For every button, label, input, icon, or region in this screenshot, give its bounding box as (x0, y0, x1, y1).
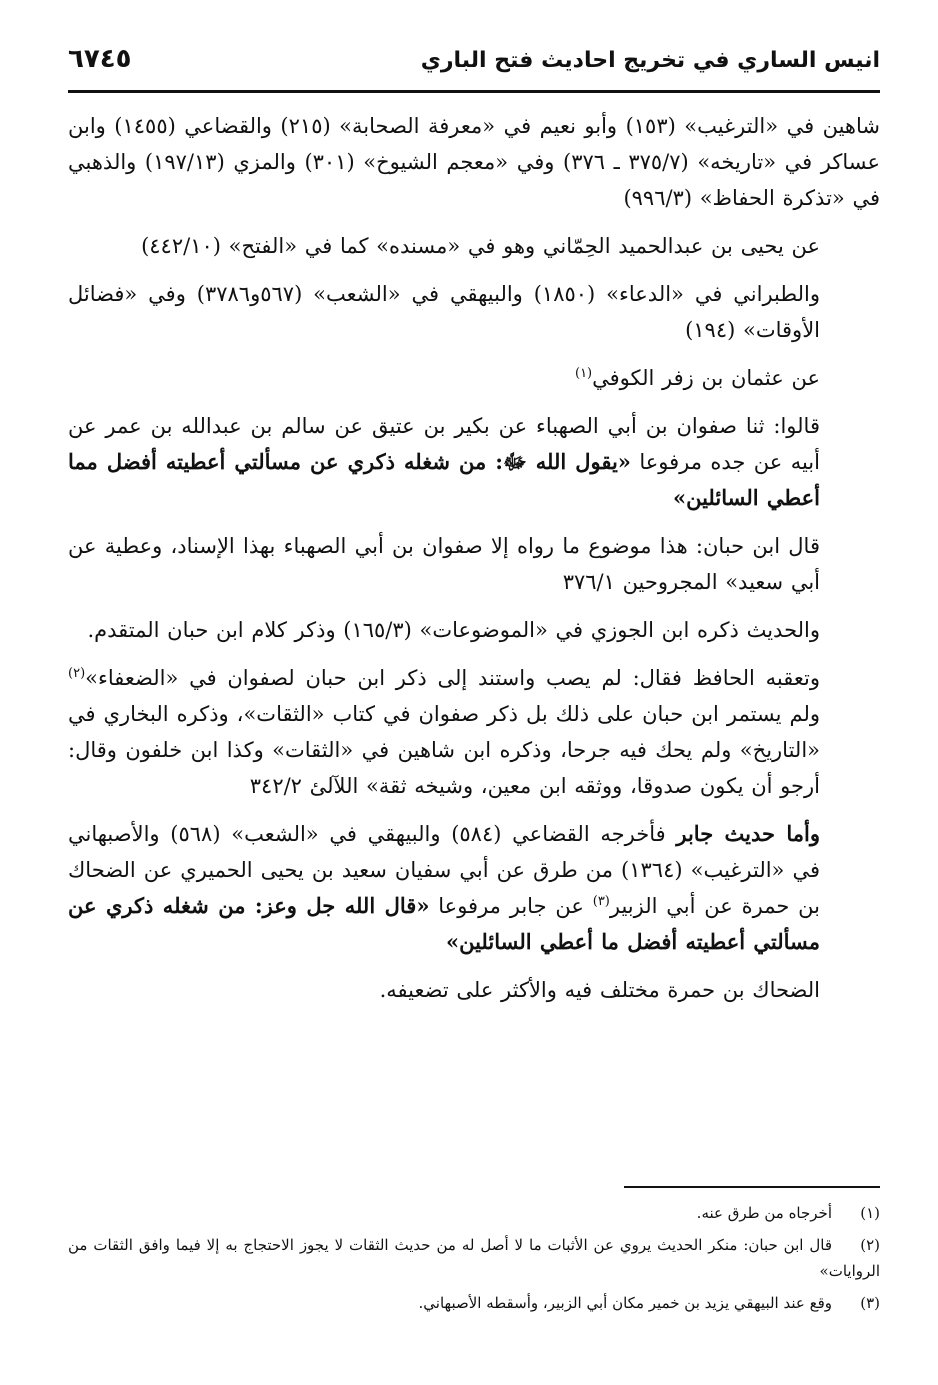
running-title: انيس الساري في تخريج احاديث فتح الباري (420, 48, 880, 73)
footnote-1: (١)أخرجاه من طرق عنه. (68, 1200, 880, 1226)
footnote-ref-2: (٢) (68, 666, 86, 681)
paragraph-4: عن عثمان بن زفر الكوفي$^{(١)}$ (574, 366, 820, 390)
footnote-ref-1: (١) (574, 366, 593, 381)
paragraph-9: وأما حديث جابر فأخرجه القضاعي (٥٨٤) والبيهقي في «الشعب» (٥٦٨) والأصبهاني في «الترغيب» (١٣٦٤) من طرق عن أبي سفيان سعيد بن يحيى الحميري عن الضحاك بن حمرة عن أبي الزبير$^{(٣)}$ عن جابر مرفوعا «قال الله جل وعز: من شغله ذكري عن مسألتي أعطيته أفضل ما أعطي السائلين» (68, 821, 821, 954)
footnote-number: (٣) (860, 1294, 880, 1312)
footnote-divider (624, 1186, 880, 1188)
paragraph-8: وتعقبه الحافظ فقال: لم يصب واستند إلى ذكر ابن حبان لصفوان في «الضعفاء»$^{(٢)}$ ولم يستمر ابن حبان على ذلك بل ذكر صفوان في كتاب «الثقات»، وذكره البخاري في «التاريخ» ولم يحك فيه جرحا، وذكره ابن شاهين في «الثقات» وكذا ابن خلفون وقال: أرجو أن يكون صدوقا، ووثقه ابن معين، وشيخه ثقة» اللآلئ ٣٤٢/٢ (68, 666, 821, 798)
paragraph-7: والحديث ذكره ابن الجوزي في «الموضوعات» (١٦٥/٣) وذكر كلام ابن حبان المتقدم. (87, 618, 820, 642)
paragraph-1: شاهين في «الترغيب» (١٥٣) وأبو نعيم في «معرفة الصحابة» (٢١٥) والقضاعي (١٤٥٥) وابن عساكر في «تاريخه» (٣٧٥/٧ ـ ٣٧٦) وفي «معجم الشيوخ» (٣٠١) والمزي (١٩٧/١٣) والذهبي في «تذكرة الحفاظ» (٩٩٦/٣) (68, 114, 880, 210)
paragraph-5: قالوا: ثنا صفوان بن أبي الصهباء عن بكير بن عتيق عن سالم بن عبدالله بن عمر عن أبيه عن جده مرفوعا «يقول الله ﷻ: من شغله ذكري عن مسألتي أعطيته أفضل مما أعطي السائلين» (68, 414, 820, 510)
footnote-ref-3: (٣) (592, 894, 610, 909)
footnotes (68, 1200, 880, 1322)
hadith-text: «يقول الله ﷻ: من شغله ذكري عن مسألتي أعطيته أفضل مما أعطي السائلين» (68, 449, 820, 510)
paragraph-6: قال ابن حبان: هذا موضوع ما رواه إلا صفوان بن أبي الصهباء بهذا الإسناد، وعطية عن أبي سعيد» المجروحين ٣٧٦/١ (68, 534, 820, 594)
page-number: ٦٧٤٥ (68, 44, 132, 74)
footnote-2: (٢)قال ابن حبان: منكر الحديث يروي عن الأثبات ما لا أصل له من حديث الثقات لا يجوز الاحتجاج به إلا فيما وافق الثقات من الروايات» (68, 1232, 880, 1284)
page-header (68, 40, 880, 93)
section-lead: وأما حديث جابر (676, 821, 820, 846)
footnote-3: (٣)وقع عند البيهقي يزيد بن خمير مكان أبي الزبير، وأسقطه الأصبهاني. (68, 1290, 880, 1316)
main-text (68, 108, 880, 1020)
paragraph-2: عن يحيى بن عبدالحميد الحِمّاني وهو في «مسنده» كما في «الفتح» (٤٤٢/١٠) (141, 234, 820, 258)
footnote-number: (٢) (860, 1236, 880, 1254)
footnote-number: (١) (860, 1204, 880, 1222)
paragraph-3: والطبراني في «الدعاء» (١٨٥٠) والبيهقي في «الشعب» (٥٦٧و٣٧٨٦) وفي «فضائل الأوقات» (١٩٤) (68, 282, 820, 342)
hadith-text: «قال الله جل وعز: من شغله ذكري عن مسألتي أعطيته أفضل ما أعطي السائلين» (68, 893, 820, 954)
paragraph-10: الضحاك بن حمرة مختلف فيه والأكثر على تضعيفه. (379, 978, 820, 1002)
